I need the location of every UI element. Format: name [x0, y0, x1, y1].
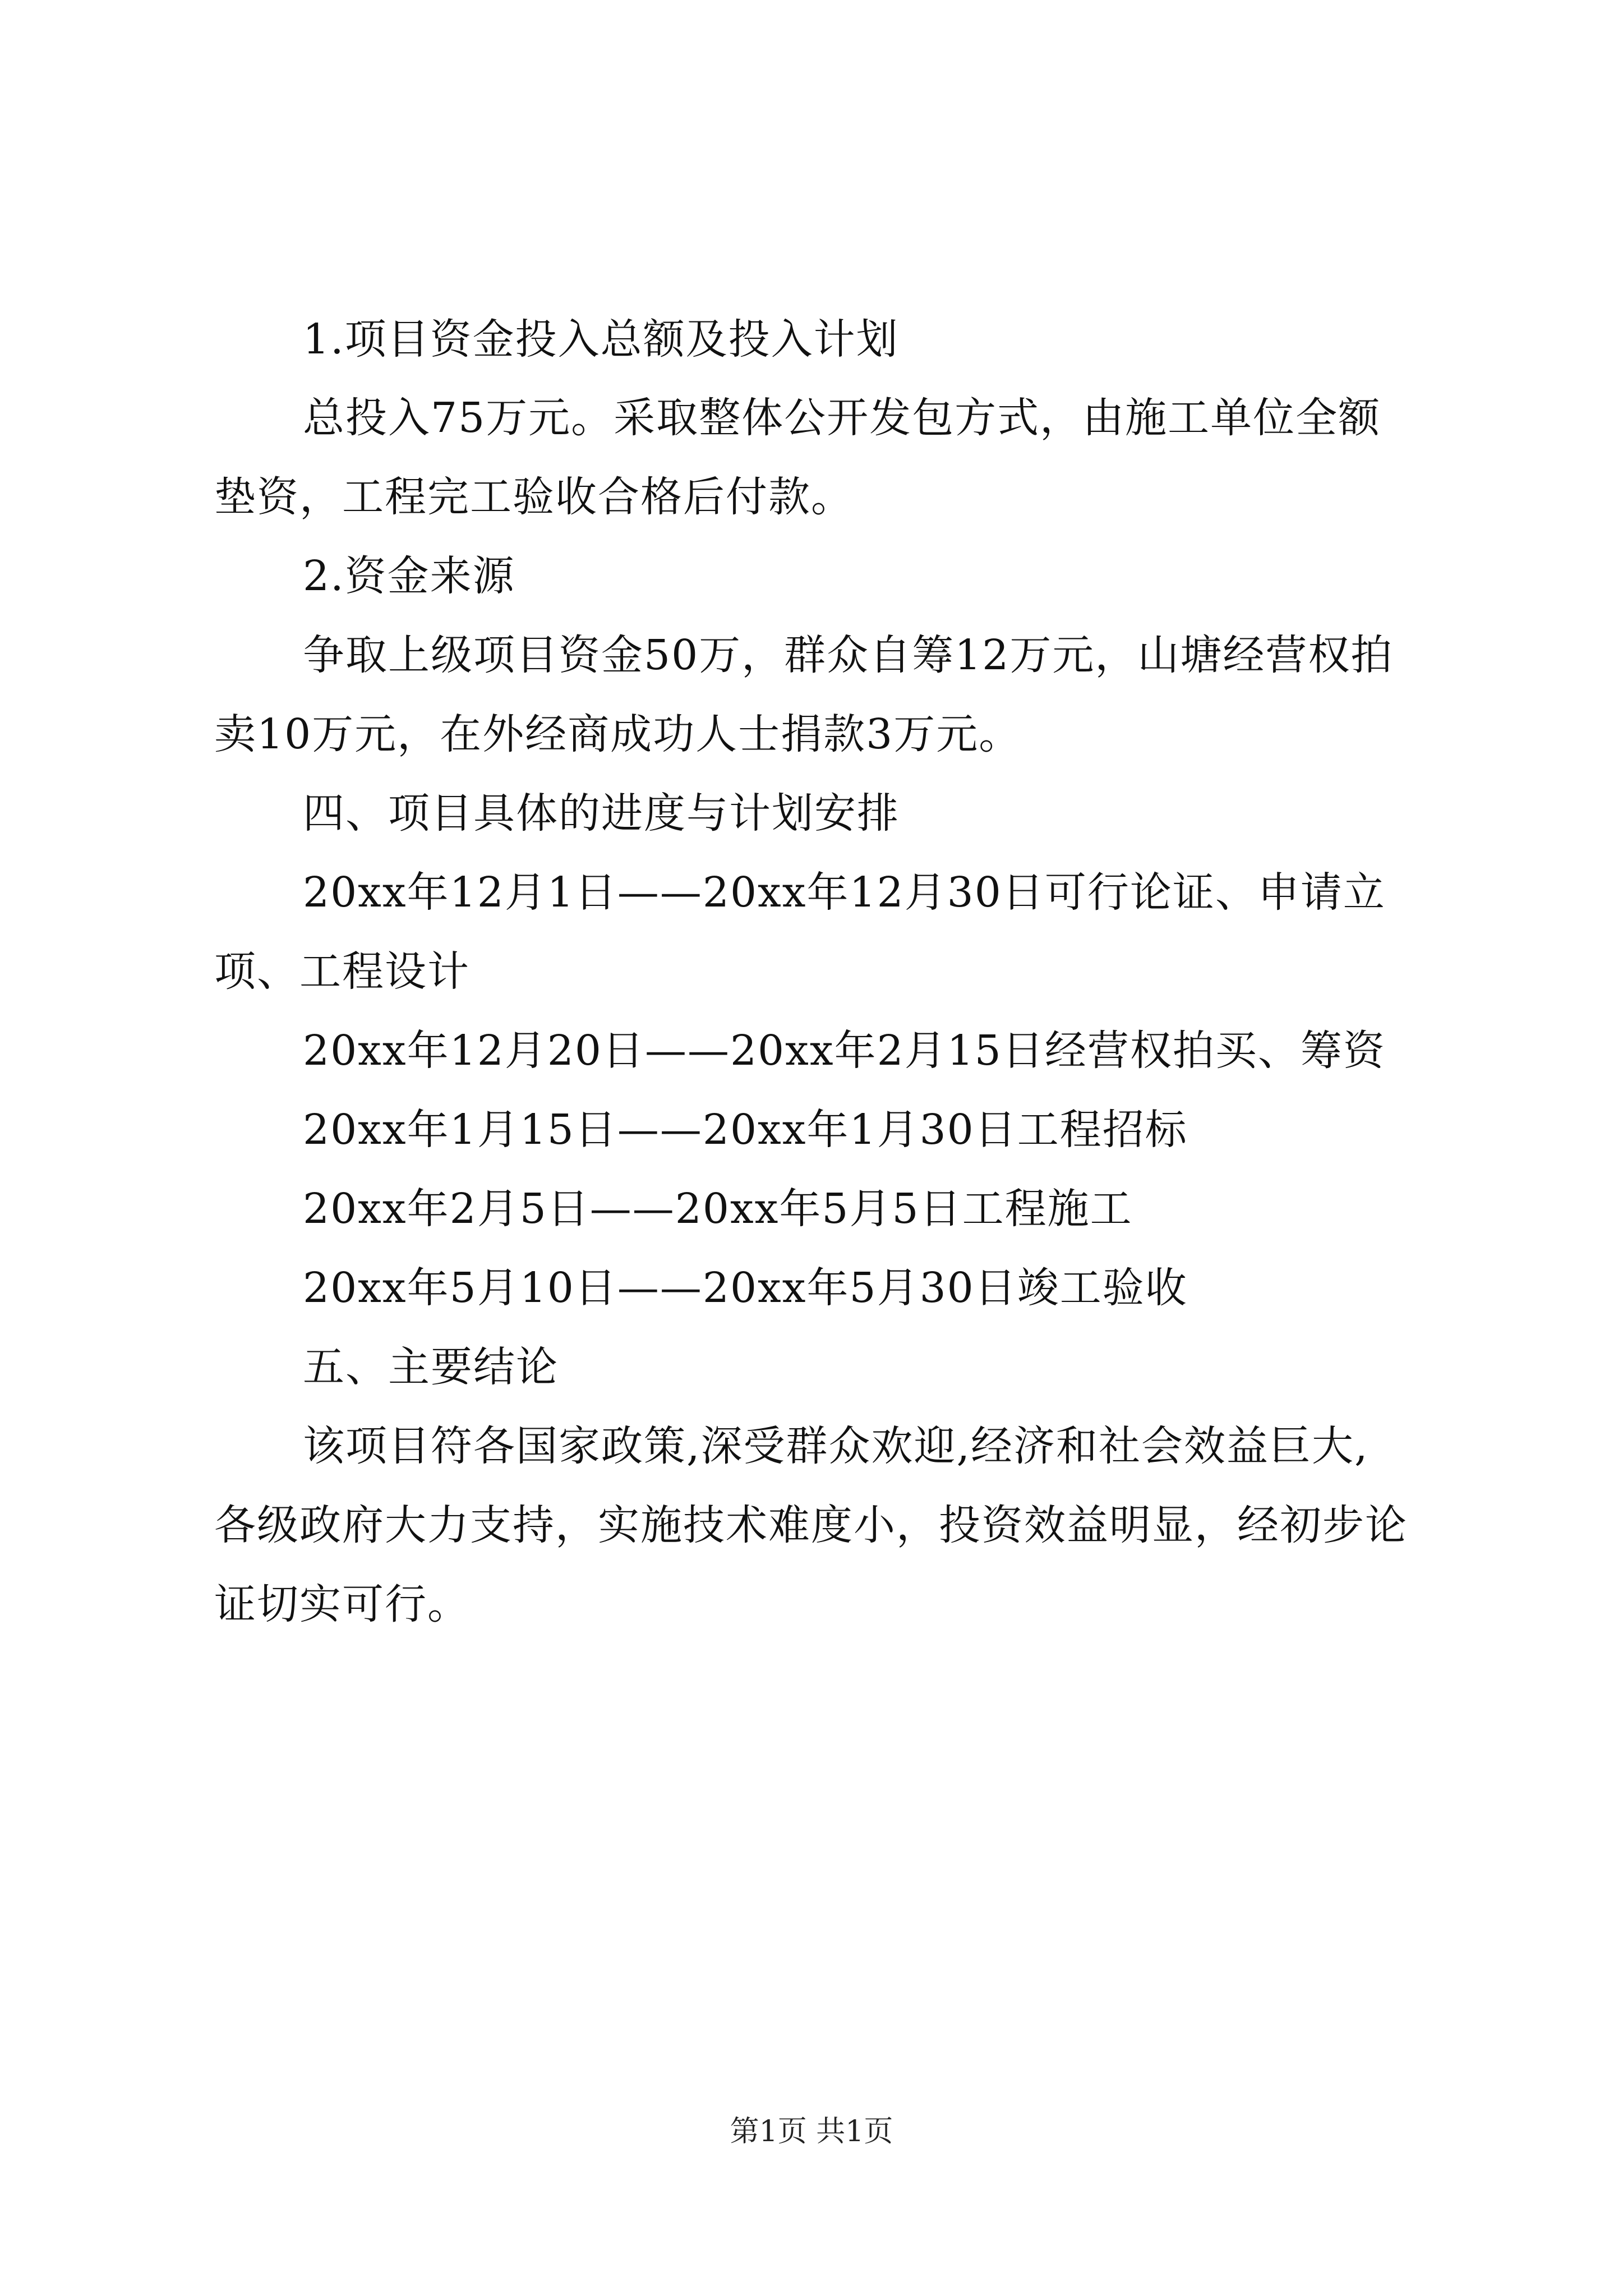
total-investment-paragraph-cont: 垫资，工程完工验收合格后付款。 [214, 473, 854, 521]
schedule-heading: 四、项目具体的进度与计划安排 [303, 789, 900, 838]
conclusion-paragraph: 该项目符各国家政策,深受群众欢迎,经济和社会效益巨大, [303, 1422, 1369, 1470]
schedule-item-auction: 20xx年12月20日——20xx年2月15日经营权拍买、筹资 [303, 1027, 1386, 1075]
schedule-item-construction: 20xx年2月5日——20xx年5月5日工程施工 [303, 1185, 1133, 1233]
schedule-item-tender: 20xx年1月15日——20xx年1月30日工程招标 [303, 1106, 1188, 1154]
conclusion-paragraph-cont: 各级政府大力支持，实施技术难度小，投资效益明显，经初步论 [214, 1501, 1408, 1549]
funding-source-heading: 2.资金来源 [303, 552, 515, 600]
page-number-footer: 第1页 共1页 [730, 2115, 893, 2148]
total-investment-paragraph: 总投入75万元。采取整体公开发包方式，由施工单位全额 [303, 394, 1381, 442]
funding-plan-heading: 1.项目资金投入总额及投入计划 [303, 315, 899, 364]
schedule-item-acceptance: 20xx年5月10日——20xx年5月30日竣工验收 [303, 1264, 1188, 1312]
schedule-item-feasibility: 20xx年12月1日——20xx年12月30日可行论证、申请立 [303, 868, 1386, 917]
conclusion-heading: 五、主要结论 [303, 1343, 559, 1391]
conclusion-paragraph-end: 证切实可行。 [214, 1580, 470, 1628]
funding-source-paragraph-cont: 卖10万元，在外经商成功人士捐款3万元。 [214, 710, 1022, 758]
schedule-item-feasibility-cont: 项、工程设计 [214, 947, 470, 996]
funding-source-paragraph: 争取上级项目资金50万，群众自筹12万元，山塘经营权拍 [303, 631, 1394, 679]
